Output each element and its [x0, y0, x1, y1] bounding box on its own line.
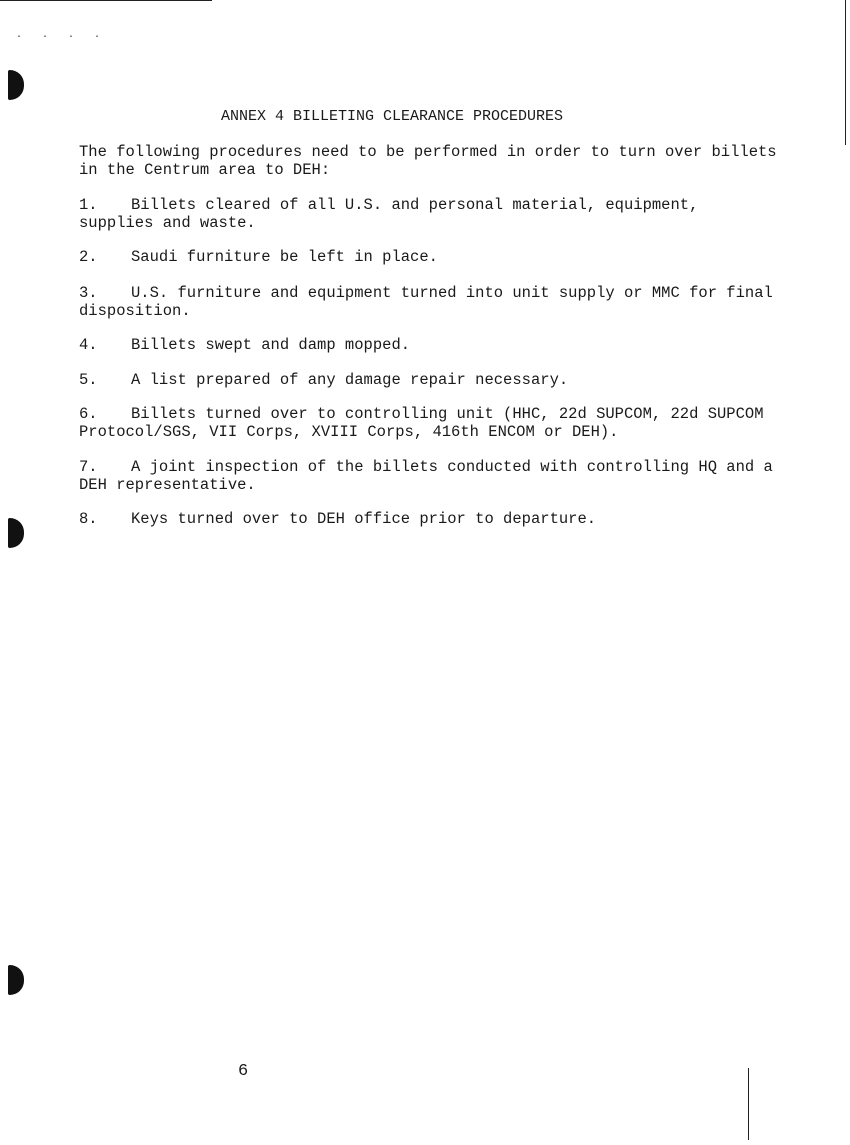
punch-hole-bottom-icon: [8, 965, 24, 995]
item-text: Keys turned over to DEH office prior to departure.: [131, 510, 597, 528]
item-text: Billets turned over to controlling unit (HHC, 22d SUPCOM, 22d SUPCOM Protocol/SGS, VII Corps, XVIII Corps, 416th ENCOM or DEH).: [79, 405, 773, 441]
page-number: 6: [238, 1062, 249, 1081]
item-number: 2.: [79, 248, 98, 266]
item-text: Billets swept and damp mopped.: [131, 336, 411, 354]
item-text: Saudi furniture be left in place.: [131, 248, 438, 266]
list-item: [79, 372, 779, 390]
item-number: 6.: [79, 405, 98, 423]
list-item: [79, 337, 779, 355]
item-text: A joint inspection of the billets conducted with controlling HQ and a DEH representative.: [79, 458, 783, 494]
list-item: [79, 511, 779, 529]
list-item: [79, 249, 779, 267]
scan-top-rule: [0, 0, 212, 1]
scan-bottom-right-edge: [748, 1068, 749, 1140]
list-item: [79, 197, 779, 232]
page-title: ANNEX 4 BILLETING CLEARANCE PROCEDURES: [221, 108, 564, 125]
scan-right-edge: [845, 0, 846, 145]
punch-hole-middle-icon: [8, 518, 24, 548]
intro-paragraph: The following procedures need to be performed in order to turn over billets in the Centrum area to DEH:: [79, 143, 786, 179]
list-item: [79, 284, 783, 320]
list-item: [79, 406, 779, 441]
item-number: 3.: [79, 284, 98, 302]
item-number: 8.: [79, 510, 98, 528]
item-text: U.S. furniture and equipment turned into unit supply or MMC for final disposition.: [79, 284, 783, 320]
item-number: 7.: [79, 458, 98, 476]
punch-hole-top-icon: [8, 70, 24, 100]
item-text: Billets cleared of all U.S. and personal material, equipment, supplies and waste.: [79, 196, 708, 232]
scan-speckle-icon: . . . .: [16, 30, 108, 41]
item-number: 4.: [79, 336, 98, 354]
item-number: 1.: [79, 196, 98, 214]
item-number: 5.: [79, 371, 98, 389]
list-item: [79, 458, 783, 494]
item-text: A list prepared of any damage repair necessary.: [131, 371, 569, 389]
